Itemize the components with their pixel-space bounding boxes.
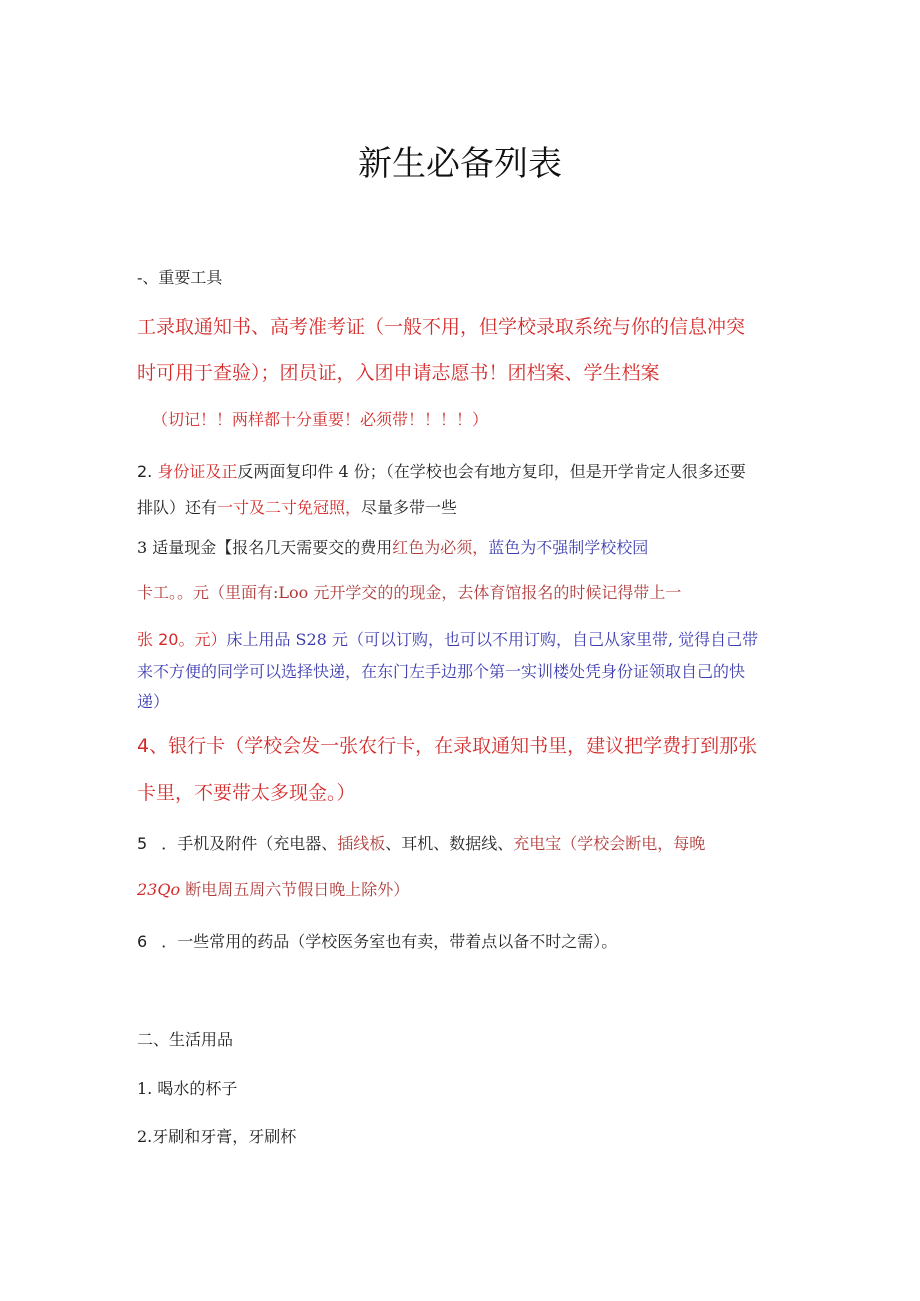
item5-line1 [137, 836, 705, 852]
living-item-2: 2.牙刷和牙膏，牙刷杯 [137, 1127, 297, 1146]
item2-line2-a: 排队）还有 [137, 498, 218, 517]
item3-line3-a: 张 20。元） [137, 630, 227, 649]
item3-line4: 来不方便的同学可以选择快递，在东门左手边那个第一实训楼处凭身份证领取自己的快 [137, 662, 746, 681]
item1-line3: （切记！！两样都十分重要！必须带！！！！） [152, 410, 489, 429]
item4-line1: 4、银行卡（学校会发一张农行卡，在录取通知书里，建议把学费打到那张 [137, 735, 758, 757]
item5-a: ．手机及附件（充电器、 [161, 834, 338, 853]
item5-b: 插线板 [337, 834, 386, 853]
item3-red-note: 红色为必须， [392, 538, 489, 557]
page-title: 新生必备列表 [358, 144, 562, 184]
item5-line2 [137, 882, 409, 898]
item6-number: 6 [137, 932, 148, 951]
item2-line2-b: 尽量多带一些 [361, 498, 458, 517]
item4-line2: 卡里，不要带太多现金。） [137, 782, 356, 804]
item3-line1 [137, 540, 648, 556]
item2-red-text: 身份证及正 [157, 462, 238, 481]
item3-line3-b: 床上用品 S28 元（可以订购，也可以不用订购，自己从家里带, 觉得自己带 [226, 630, 759, 649]
item1-line1: 工录取通知书、高考准考证（一般不用，但学校录取系统与你的信息冲突 [137, 316, 746, 338]
item3-a: 3 适量现金【报名几天需要交的费用 [137, 538, 393, 557]
section-heading-important-tools: -、重要工具 [137, 268, 223, 287]
item2-line2-red: 一寸及二寸免冠照， [217, 498, 362, 517]
item3-line5: 递） [137, 692, 170, 711]
item3-blue-note: 蓝色为不强制学校校园 [488, 538, 649, 557]
item3-line2: 卡工。。元（里面有:Loo 元开学交的的现金，去体育馆报名的时候记得带上一 [137, 583, 682, 602]
item3-line3 [137, 632, 758, 648]
item2-line1 [137, 464, 746, 480]
item2-text: 反两面复印件 4 份；（在学校也会有地方复印，但是开学肯定人很多还要 [237, 462, 746, 481]
item5-number: 5 [137, 834, 148, 853]
item5-d: 充电宝（学校会断电，每晚 [513, 834, 706, 853]
item5-c: 、耳机、数据线、 [385, 834, 514, 853]
item6-text: ．一些常用的药品（学校医务室也有卖，带着点以备不时之需）。 [161, 932, 618, 951]
section-heading-living-items: 二、生活用品 [137, 1030, 234, 1049]
item5-line2-text: 断电周五周六节假日晚上除外） [180, 880, 410, 899]
item5-time: 23Qo [137, 880, 181, 899]
item6-line [137, 934, 617, 950]
item2-number: 2. [137, 462, 153, 481]
living-item-1: 1. 喝水的杯子 [137, 1079, 238, 1098]
item2-line2 [137, 500, 457, 516]
item1-line2: 时可用于查验）；团员证，入团申请志愿书！团档案、学生档案 [137, 362, 660, 384]
